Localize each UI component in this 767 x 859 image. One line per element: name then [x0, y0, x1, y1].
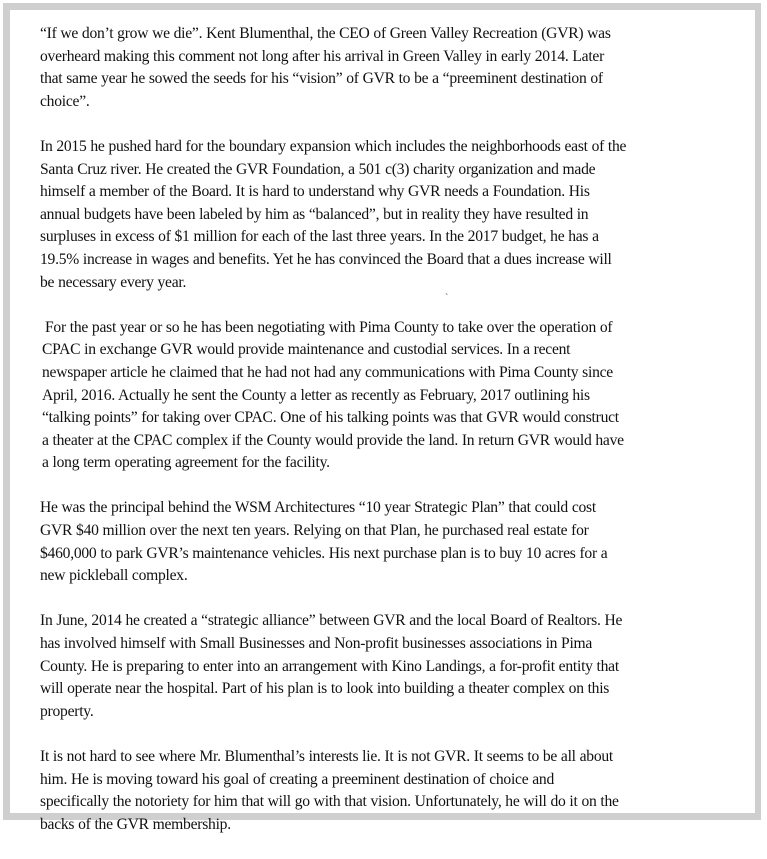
text-line: In June, 2014 he created a “strategic alliance” between GVR and the local Board of Realtors. He — [40, 612, 623, 630]
text-line: He was the principal behind the WSM Architectures “10 year Strategic Plan” that could cost — [40, 499, 596, 517]
document-body — [40, 23, 735, 859]
text-line: property. — [40, 702, 94, 720]
text-line: new pickleball complex. — [40, 567, 188, 585]
text-line: a long term operating agreement for the facility. — [42, 454, 330, 472]
paragraph-boundary-expansion — [40, 136, 735, 294]
text-line: “talking points” for taking over CPAC. One of his talking points was that GVR would construct — [42, 409, 619, 427]
text-line: be necessary every year. — [40, 273, 187, 291]
paragraph-gap — [40, 294, 735, 317]
paragraph-cpac-negotiation — [40, 317, 735, 475]
text-line: Santa Cruz river. He created the GVR Foundation, a 501 c(3) charity organization and made — [40, 160, 596, 178]
text-line: “If we don’t grow we die”. Kent Blumenthal, the CEO of Green Valley Recreation (GVR) was — [40, 25, 611, 42]
text-line: April, 2016. Actually he sent the County a letter as recently as February, 2017 outlining his — [42, 386, 590, 404]
paragraph-opening-quote — [40, 23, 735, 113]
paragraph-conclusion — [40, 746, 735, 836]
text-line: CPAC in exchange GVR would provide maintenance and custodial services. In a recent — [42, 341, 571, 359]
text-line: choice”. — [40, 92, 90, 110]
text-line: has involved himself with Small Businesses and Non-profit businesses associations in Pima — [40, 635, 593, 653]
text-line: will operate near the hospital. Part of his plan is to look into building a theater complex on this — [40, 680, 610, 698]
text-line: himself a member of the Board. It is hard to understand why GVR needs a Foundation. His — [40, 183, 590, 201]
text-line: overheard making this comment not long after his arrival in Green Valley in early 2014. Later — [40, 47, 605, 65]
text-line: For the past year or so he has been negotiating with Pima County to take over the operation of — [45, 318, 613, 336]
text-line: $460,000 to park GVR’s maintenance vehicles. His next purchase plan is to buy 10 acres for a — [40, 544, 608, 562]
text-line: surpluses in excess of $1 million for each of the last three years. In the 2017 budget, he has a — [40, 228, 599, 246]
scan-artifact-mark: ` — [445, 293, 449, 305]
paragraph-strategic-alliance — [40, 610, 735, 723]
text-line: It is not hard to see where Mr. Blumenthal’s interests lie. It is not GVR. It seems to be all about — [40, 748, 614, 765]
text-line: In 2015 he pushed hard for the boundary expansion which includes the neighborhoods east of the — [40, 137, 627, 155]
text-line: a theater at the CPAC complex if the County would provide the land. In return GVR would have — [42, 431, 624, 449]
text-line: him. He is moving toward his goal of creating a preeminent destination of choice and — [40, 770, 555, 788]
text-line: GVR $40 million over the next ten years. Relying on that Plan, he purchased real estate for — [40, 522, 589, 540]
text-line: newspaper article he claimed that he had not had any communications with Pima County since — [42, 363, 613, 381]
text-line: backs of the GVR membership. — [40, 815, 231, 833]
paragraph-strategic-plan — [40, 497, 735, 587]
text-line: annual budgets have been labeled by him as “balanced”, but in reality they have resulted in — [40, 205, 589, 223]
text-line: 19.5% increase in wages and benefits. Yet he has convinced the Board that a dues increase will — [40, 250, 612, 268]
text-line: County. He is preparing to enter into an arrangement with Kino Landings, a for-profit entity that — [40, 657, 619, 675]
text-line: specifically the notoriety for him that will go with that vision. Unfortunately, he will do it on the — [40, 793, 619, 811]
text-line: that same year he sowed the seeds for his “vision” of GVR to be a “preeminent destination of — [40, 70, 603, 88]
